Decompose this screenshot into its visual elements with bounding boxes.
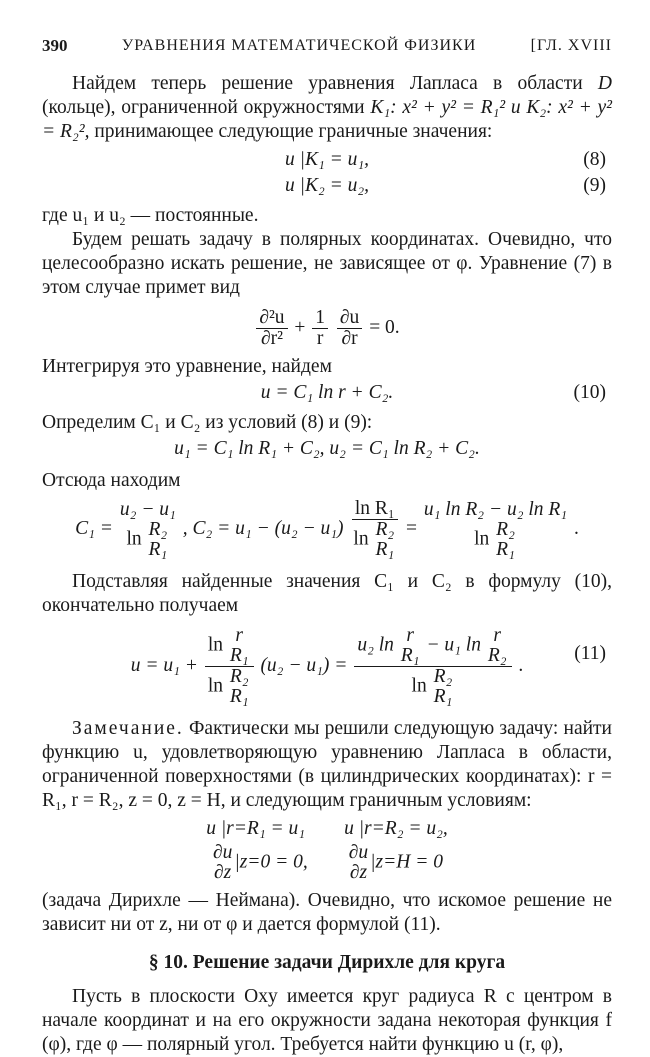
paragraph-remark: Замечание. Фактически мы решили следующую задачу: найти функцию u, удовлетворяющую уравнению Лапласа в области, ограниченной поверхностями (в цилиндрических координатах): r = R₁, r = R₂, z = 0, z = H, и следующим граничным условиям: bbox=[42, 718, 612, 811]
equation-10: u = C₁ ln r + C₂. (10) bbox=[260, 382, 606, 403]
paragraph-constants: где u₁ и u₂ — постоянные. bbox=[42, 205, 259, 226]
constants-solution: C₁ = u₂ − u₁ ln R₂ R₁ , C₂ = u₁ − (u₂ − u₁) ln R₁ ln R₂ R₁ = u₁ ln R₂ − u₂ ln R₁ ln R₂ R₁ . bbox=[75, 498, 579, 560]
paragraph-integrating: Интегрируя это уравнение, найдем bbox=[42, 356, 332, 377]
running-header bbox=[42, 34, 612, 58]
page bbox=[42, 34, 612, 1057]
equation-number-11: (11) bbox=[574, 643, 606, 664]
paragraph-substitution: Подставляя найденные значения C₁ и C₂ в формулу (10), окончательно получаем bbox=[42, 571, 612, 616]
paragraph-determine: Определим C₁ и C₂ из условий (8) и (9): bbox=[42, 412, 373, 433]
paragraph-intro: Найдем теперь решение уравнения Лапласа в области D (кольце), ограниченной окружностями K₁: x² + y² = R₁² и K₂: x² + y² = R₂², принимающее следующие граничные значения: bbox=[42, 73, 612, 142]
laplace-radial-equation: $\frac{\text{∂²u}}{\text{∂r²}}$ + $\frac{1}{r}$ $\frac{\partial u}{\partial r}$ = 0. bbox=[42, 308, 612, 349]
equation-8: u |K₁ = u₁, (8) bbox=[284, 149, 606, 170]
circle-equations: K₁: x² + y² = R₁² и K₂: x² + y² = R₂², bbox=[42, 97, 612, 142]
equation-number-10: (10) bbox=[573, 382, 606, 403]
boundary-conditions-dirichlet: u |r=R₁ = u₁ u |r=R₂ = u₂, bbox=[206, 818, 448, 839]
fraction: $\frac{\text{∂²u}}{\text{∂r²}}$ bbox=[256, 308, 287, 349]
chapter-label: [ГЛ. XVIII bbox=[530, 37, 612, 54]
domain-symbol: D bbox=[597, 73, 612, 94]
paragraph-dirichlet-neumann: (задача Дирихле — Неймана). Очевидно, что искомое решение не зависит ни от z, ни от φ и дается формулой (11). bbox=[42, 890, 612, 935]
page-number: 390 bbox=[42, 36, 68, 55]
equation-number-8: (8) bbox=[583, 149, 606, 170]
section-heading: § 10. Решение задачи Дирихле для круга bbox=[148, 952, 506, 973]
boundary-conditions-neumann: ∂u ∂z |z=0 = 0, ∂u ∂z |z=H = 0 bbox=[212, 842, 444, 883]
equation-number-9: (9) bbox=[583, 175, 606, 196]
paragraph-polar: Будем решать задачу в полярных координатах. Очевидно, что целесообразно искать решение, не зависящее от φ. Уравнение (7) в этом случае примет вид bbox=[42, 229, 612, 298]
running-title: УРАВНЕНИЯ МАТЕМАТИЧЕСКОЙ ФИЗИКИ bbox=[121, 37, 477, 54]
equation-11: u = u₁ + ln r R₁ ln R₂ R₁ (u₂ − u₁) = u₂ ln r R₁ − u₁ ln r R₂ ln R₂ R₁ . (11) bbox=[130, 625, 606, 707]
remark-label: Замечание. bbox=[72, 718, 184, 739]
paragraph-hence: Отсюда находим bbox=[42, 470, 181, 491]
paragraph-circle-problem: Пусть в плоскости Oxy имеется круг радиуса R с центром в начале координат и на его окружности задана некоторая функция f (φ), где φ — полярный угол. Требуется найти функцию u (r, φ), bbox=[42, 986, 612, 1055]
equation-system: u₁ = C₁ ln R₁ + C₂, u₂ = C₁ ln R₂ + C₂. bbox=[174, 438, 480, 459]
equation-9: u |K₂ = u₂, (9) bbox=[284, 175, 606, 196]
